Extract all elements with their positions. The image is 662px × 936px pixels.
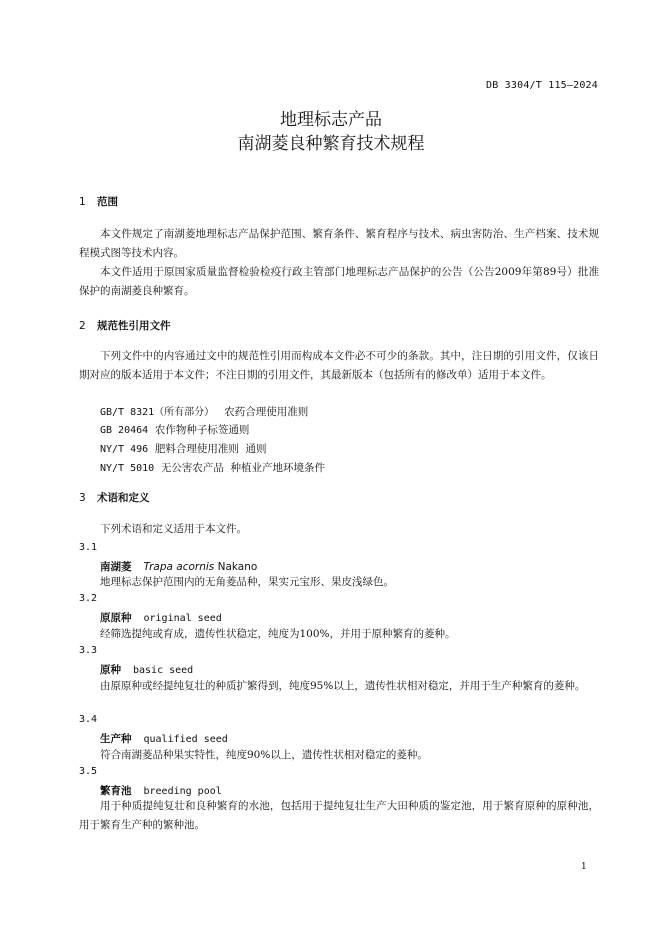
reference-item (100, 441, 267, 456)
term-chinese: 生产种 (100, 733, 132, 745)
term-definition: 经筛选提纯或育成，遗传性状稳定，纯度为100%，并用于原种繁育的菱种。 (100, 628, 456, 640)
section-number: 2 (79, 320, 86, 332)
reference-code: GB 20464 (100, 425, 149, 436)
term-number: 3.3 (79, 645, 98, 656)
section-2-paragraph-1: 下列文件中的内容通过文中的规范性引用而构成本文件必不可少的条款。其中，注日期的引用文件，仅该日期对应的版本适用于本文件；不注日期的引用文件，其最新版本（包括所有的修改单）适用于本文件。 (79, 350, 599, 381)
reference-item (100, 460, 325, 475)
document-code: DB 3304/T 115—2024 (486, 80, 598, 91)
section-number: 1 (79, 196, 86, 208)
term-number: 3.2 (79, 593, 98, 604)
page-number: 1 (581, 862, 587, 872)
term-heading (100, 783, 222, 798)
term-definition: 用于种质提纯复壮和良种繁育的水池，包括用于提纯复壮生产大田种质的鉴定池，用于繁育原种的原种池，用于繁育生产种的繁种池。 (79, 800, 599, 831)
term-heading (100, 731, 228, 746)
term-english: original seed (143, 613, 222, 624)
term-definition: 符合南湖菱品种果实特性，纯度90%以上，遗传性状相对稳定的菱种。 (100, 749, 428, 761)
reference-code: NY/T 5010 (100, 463, 155, 474)
reference-code: NY/T 496 (100, 444, 149, 455)
term-english: basic seed (133, 665, 194, 676)
section-title: 术语和定义 (97, 492, 150, 504)
term-chinese: 原种 (100, 664, 121, 676)
term-heading (100, 610, 222, 625)
section-1-paragraph-2: 本文件适用于原国家质量监督检验检疫行政主管部门地理标志产品保护的公告（公告2009年第89号）批准保护的南湖菱良种繁育。 (79, 266, 599, 297)
section-title: 规范性引用文件 (97, 320, 171, 332)
section-title: 范围 (97, 196, 118, 208)
section-1-heading (79, 194, 118, 209)
term-definition: 地理标志保护范围内的无角菱品种，果实元宝形、果皮浅绿色。 (100, 576, 394, 588)
term-latin: Trapa acornis (143, 561, 215, 573)
reference-name: 农作物种子标签通则 (154, 424, 250, 436)
term-chinese: 繁育池 (100, 785, 132, 797)
term-definition: 由原原种或经提纯复壮的种质扩繁得到，纯度95%以上，遗传性状相对稳定，并用于生产种繁育的菱种。 (100, 680, 586, 692)
section-3-intro: 下列术语和定义适用于本文件。 (100, 523, 247, 535)
section-3-heading (79, 490, 150, 505)
reference-name: 肥料合理使用准则 通则 (154, 443, 267, 455)
term-chinese: 原原种 (100, 612, 132, 624)
term-english: Nakano (217, 561, 258, 573)
reference-name: 无公害农产品 种植业产地环境条件 (160, 462, 326, 474)
term-english: breeding pool (143, 786, 222, 797)
section-number: 3 (79, 492, 86, 504)
term-chinese: 南湖菱 (100, 561, 132, 573)
reference-item (100, 403, 308, 419)
reference-name: 农药合理使用准则 (224, 406, 309, 418)
section-1-paragraph-1: 本文件规定了南湖菱地理标志产品保护范围、繁育条件、繁育程序与技术、病虫害防治、生产档案、技术规程模式图等技术内容。 (79, 228, 599, 259)
term-heading (100, 662, 193, 677)
term-heading (100, 559, 257, 574)
reference-code: GB/T 8321（所有部分） (100, 407, 215, 418)
section-2-heading (79, 318, 171, 333)
term-number: 3.5 (79, 766, 98, 777)
page-title-line2: 南湖菱良种繁育技术规程 (237, 134, 425, 154)
page-title-line1: 地理标志产品 (280, 110, 382, 130)
reference-item (100, 422, 249, 437)
term-number: 3.1 (79, 542, 98, 553)
term-number: 3.4 (79, 714, 98, 725)
term-english: qualified seed (143, 734, 228, 745)
